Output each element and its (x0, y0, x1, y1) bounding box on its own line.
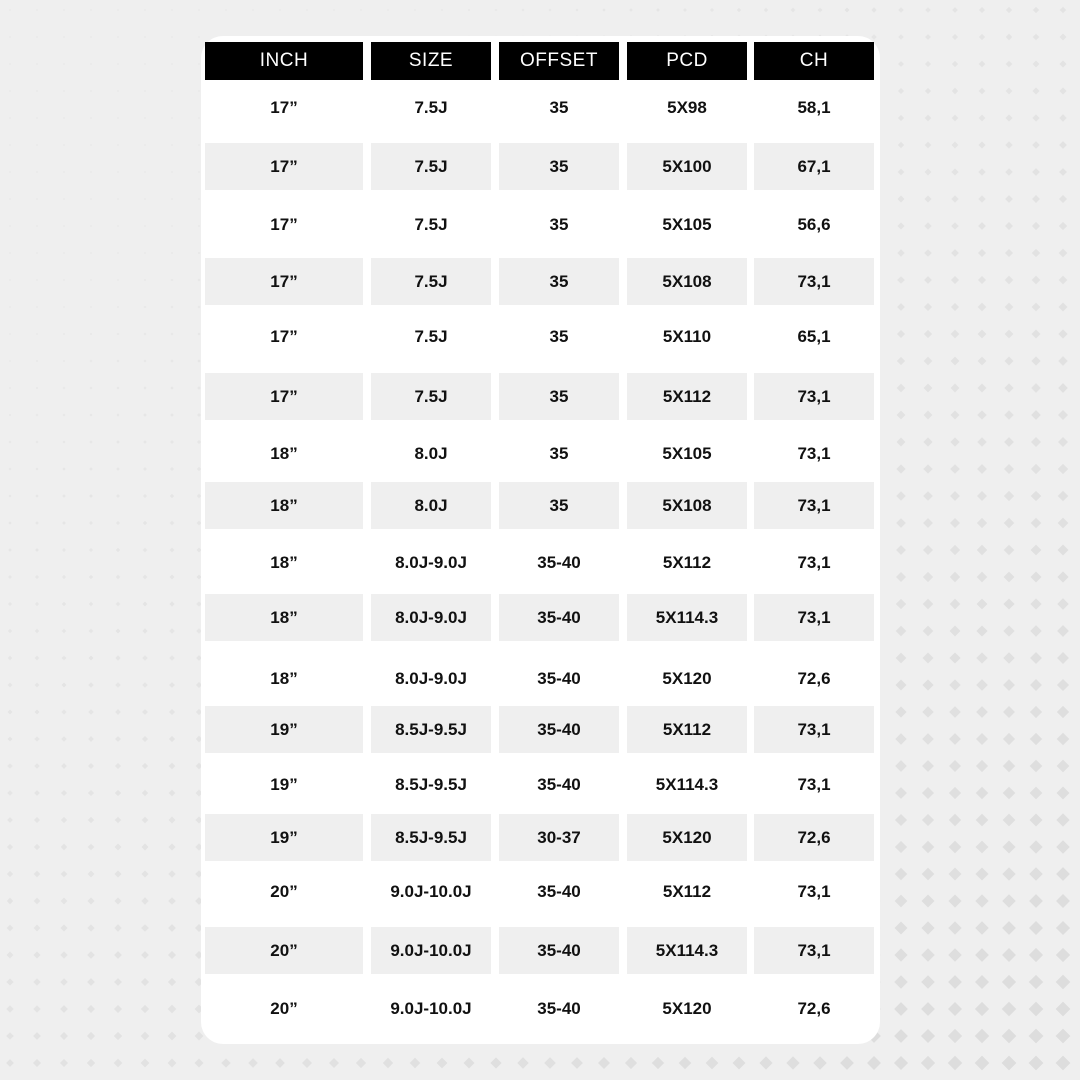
table-cell-size: 9.0J-10.0J (390, 940, 472, 960)
table-cell-inch: 20” (270, 881, 298, 901)
table-cell-ch: 73,1 (797, 881, 831, 901)
table-cell-inch: 19” (270, 774, 298, 794)
table-cell-size: 8.5J-9.5J (395, 774, 467, 794)
table-cell-ch: 72,6 (797, 998, 831, 1018)
table-cell-pcd: 5X114.3 (655, 774, 719, 794)
table-cell-size: 7.5J (414, 386, 448, 406)
table-cell-offset: 35-40 (537, 998, 581, 1018)
table-cell-ch: 58,1 (797, 97, 831, 117)
table-cell-pcd: 5X110 (662, 326, 712, 346)
table-cell-size: 9.0J-10.0J (390, 998, 472, 1018)
table-cell-ch: 72,6 (797, 827, 831, 847)
table-cell-offset: 35-40 (537, 881, 581, 901)
table-cell-inch: 19” (270, 719, 298, 739)
table-cell-size: 9.0J-10.0J (390, 881, 472, 901)
table-cell-pcd: 5X114.3 (655, 940, 719, 960)
table-cell-size: 8.0J (414, 443, 448, 463)
header-ch: CH (754, 42, 874, 80)
table-cell-offset: 35 (549, 326, 569, 346)
table-cell-offset: 35-40 (537, 719, 581, 739)
table-cell-size: 8.0J (414, 495, 448, 515)
header-size: SIZE (371, 42, 491, 80)
table-cell-offset: 35 (549, 97, 569, 117)
table-cell-offset: 35-40 (537, 668, 581, 688)
table-cell-offset: 35 (549, 156, 569, 176)
table-cell-pcd: 5X120 (662, 668, 712, 688)
table-cell-size: 7.5J (414, 156, 448, 176)
table-cell-ch: 73,1 (797, 774, 831, 794)
table-cell-ch: 73,1 (797, 386, 831, 406)
table-cell-size: 7.5J (414, 271, 448, 291)
table-cell-inch: 17” (270, 214, 298, 234)
table-cell-inch: 18” (270, 443, 298, 463)
table-cell-pcd: 5X105 (662, 214, 712, 234)
table-cell-size: 8.0J-9.0J (395, 552, 467, 572)
table-cell-inch: 18” (270, 607, 298, 627)
table-cell-size: 8.5J-9.5J (395, 719, 467, 739)
table-cell-offset: 30-37 (537, 827, 581, 847)
table-cell-ch: 73,1 (797, 271, 831, 291)
table-cell-inch: 20” (270, 998, 298, 1018)
table-cell-ch: 73,1 (797, 552, 831, 572)
table-cell-inch: 19” (270, 827, 298, 847)
table-cell-offset: 35 (549, 443, 569, 463)
table-cell-inch: 18” (270, 495, 298, 515)
table-cell-pcd: 5X108 (662, 495, 712, 515)
header-offset: OFFSET (499, 42, 619, 80)
table-cell-size: 7.5J (414, 326, 448, 346)
table-cell-ch: 73,1 (797, 719, 831, 739)
table-cell-inch: 20” (270, 940, 298, 960)
table-cell-offset: 35 (549, 386, 569, 406)
table-cell-offset: 35-40 (537, 552, 581, 572)
table-cell-ch: 56,6 (797, 214, 831, 234)
table-cell-size: 8.0J-9.0J (395, 668, 467, 688)
table-cell-size: 7.5J (414, 214, 448, 234)
table-cell-ch: 73,1 (797, 607, 831, 627)
table-cell-pcd: 5X105 (662, 443, 712, 463)
table-cell-ch: 65,1 (797, 326, 831, 346)
table-cell-pcd: 5X120 (662, 827, 712, 847)
table-cell-inch: 18” (270, 552, 298, 572)
table-cell-inch: 17” (270, 326, 298, 346)
table-cell-pcd: 5X114.3 (655, 607, 719, 627)
table-cell-offset: 35 (549, 271, 569, 291)
table-cell-pcd: 5X108 (662, 271, 712, 291)
table-cell-size: 8.5J-9.5J (395, 827, 467, 847)
table-cell-pcd: 5X112 (662, 386, 712, 406)
table-cell-offset: 35 (549, 214, 569, 234)
table-cell-ch: 67,1 (797, 156, 831, 176)
table-cell-inch: 18” (270, 668, 298, 688)
table-cell-offset: 35-40 (537, 774, 581, 794)
table-cell-size: 8.0J-9.0J (395, 607, 467, 627)
table-cell-ch: 73,1 (797, 443, 831, 463)
table-cell-ch: 73,1 (797, 495, 831, 515)
header-pcd: PCD (627, 42, 747, 80)
header-inch: INCH (205, 42, 363, 80)
table-cell-size: 7.5J (414, 97, 448, 117)
table-cell-inch: 17” (270, 271, 298, 291)
table-cell-pcd: 5X112 (662, 719, 712, 739)
table-cell-pcd: 5X98 (667, 97, 707, 117)
table-cell-offset: 35-40 (537, 940, 581, 960)
table-cell-pcd: 5X100 (662, 156, 712, 176)
table-cell-inch: 17” (270, 97, 298, 117)
table-cell-pcd: 5X120 (662, 998, 712, 1018)
table-cell-inch: 17” (270, 386, 298, 406)
table-cell-inch: 17” (270, 156, 298, 176)
table-cell-pcd: 5X112 (662, 881, 712, 901)
table-cell-pcd: 5X112 (662, 552, 712, 572)
table-cell-ch: 72,6 (797, 668, 831, 688)
table-cell-offset: 35-40 (537, 607, 581, 627)
table-cell-offset: 35 (549, 495, 569, 515)
table-cell-ch: 73,1 (797, 940, 831, 960)
